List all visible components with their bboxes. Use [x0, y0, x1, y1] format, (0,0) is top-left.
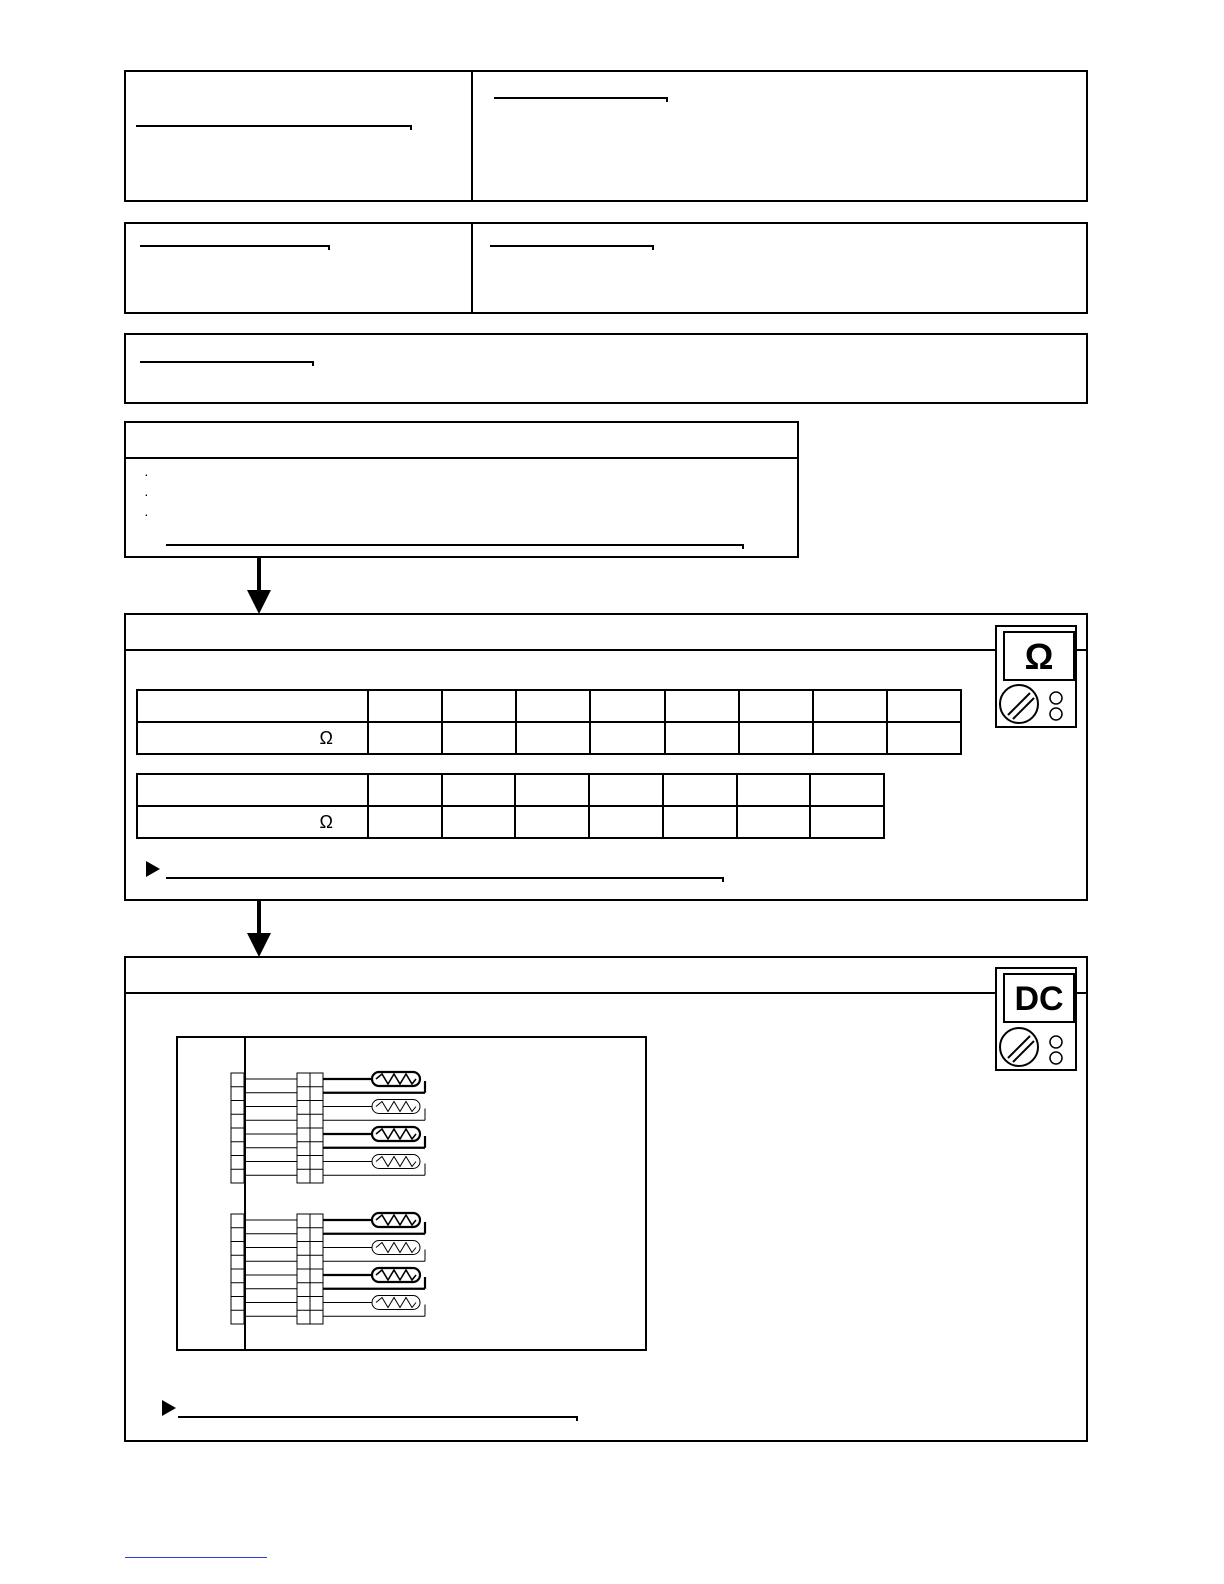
info-box-2-right-underline: [490, 245, 652, 247]
meter-dial-icon: [995, 967, 1077, 1071]
info-box-1-right-underline: [494, 97, 666, 99]
voltage-step-box: [124, 956, 1088, 1442]
resistance-result-underline: [166, 877, 722, 879]
ohm-unit-label: Ω: [137, 722, 368, 754]
ohm-unit-label: Ω: [137, 806, 368, 838]
info-box-2-divider: [471, 224, 473, 312]
bullet-3: ·: [144, 506, 149, 522]
flow-arrow-2-head: [247, 933, 271, 957]
flow-arrow-1-head: [247, 590, 271, 614]
footer-link-underline[interactable]: [125, 1557, 267, 1558]
ohmmeter-icon: [995, 625, 1077, 728]
meter-dial-icon: [995, 625, 1077, 728]
table-row: [137, 690, 961, 722]
info-box-1-left-underline: [136, 125, 410, 127]
flow-arrow-1-shaft: [257, 558, 261, 592]
info-box-1: [124, 70, 1088, 202]
info-box-3-underline: [140, 361, 312, 363]
ohm-symbol: Ω: [1003, 631, 1075, 681]
resistance-table-1: [136, 689, 962, 755]
table-row: [137, 806, 884, 838]
resistance-step-header: [126, 615, 1086, 651]
dc-symbol: DC: [1003, 973, 1075, 1023]
result-arrow-icon: [146, 861, 160, 877]
check-step-header: [126, 423, 797, 459]
wiring-diagram: [176, 1036, 648, 1352]
bullet-1: ·: [144, 466, 149, 482]
info-box-3: [124, 333, 1088, 404]
resistance-step-box: [124, 613, 1088, 901]
result-arrow-icon: [162, 1400, 176, 1416]
table-row: [137, 722, 961, 754]
info-box-2-left-underline: [140, 245, 328, 247]
voltage-result-underline: [178, 1416, 576, 1418]
bullet-2: ·: [144, 486, 149, 502]
table-row: [137, 774, 884, 806]
resistance-table-2: [136, 773, 885, 839]
info-box-2: [124, 222, 1088, 314]
check-step-box: [124, 421, 799, 558]
dc-voltmeter-icon: [995, 967, 1077, 1071]
flow-arrow-2-shaft: [257, 901, 261, 935]
voltage-step-header: [126, 958, 1086, 994]
check-step-underline: [166, 544, 742, 546]
info-box-1-divider: [471, 72, 473, 200]
